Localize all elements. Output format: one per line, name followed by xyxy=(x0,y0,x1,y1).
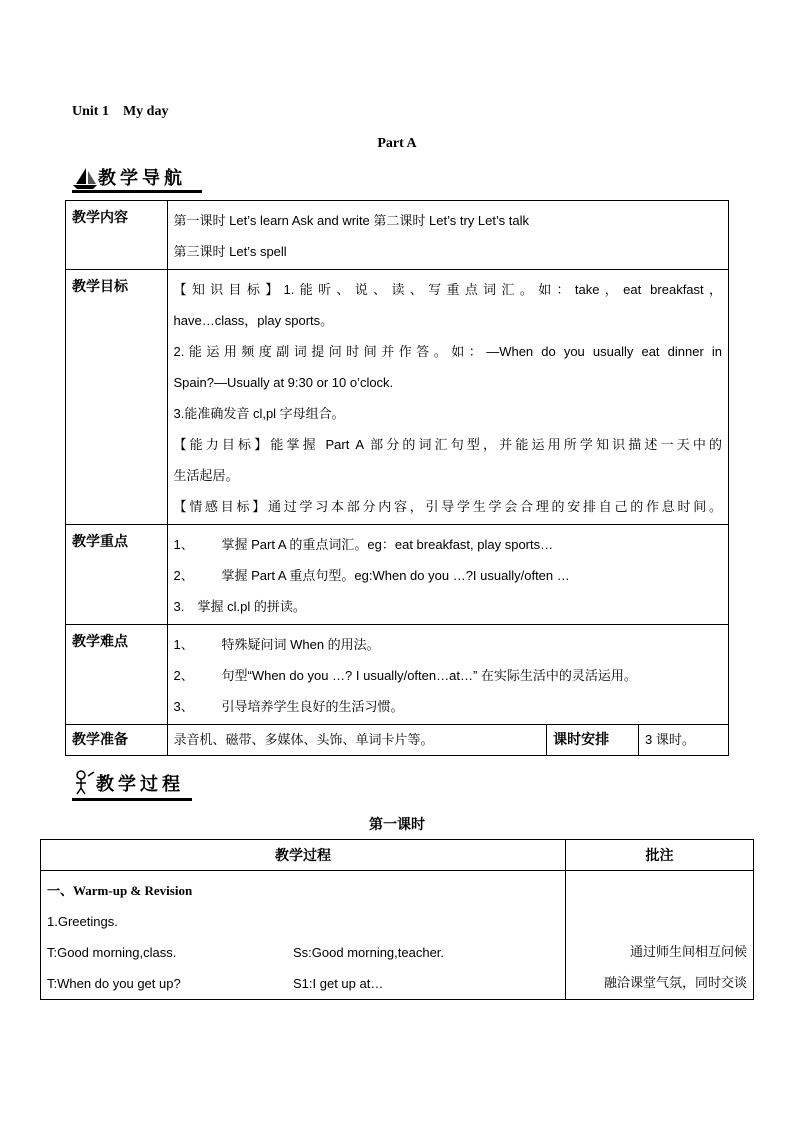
banner-underline xyxy=(72,798,192,801)
goal-line: 生活起居。 xyxy=(173,468,239,483)
content-line: 第三课时 Let’s spell xyxy=(173,244,287,259)
dialog-line: T:Good morning,class. Ss:Good morning,teacher. xyxy=(47,945,445,960)
process-header-row xyxy=(41,840,754,871)
label-goals: 教学目标 xyxy=(66,270,168,525)
difficulty-item: 3、 引导培养学生良好的生活习惯。 xyxy=(173,699,404,714)
header-process: 教学过程 xyxy=(41,840,566,871)
dialog-line: T:When do you get up? S1:I get up at… xyxy=(47,976,384,991)
goal-line: 【能力目标】能掌握 Part A 部分的词汇句型，并能运用所学知识描述一天中的 xyxy=(173,437,722,452)
key-point-item: 3. 掌握 cl.pl 的拼读。 xyxy=(173,599,306,614)
banner-title: 教学导航 xyxy=(98,168,186,189)
difficulty-item: 2、 句型“When do you …? I usually/often…at…” 在实际生活中的灵活运用。 xyxy=(173,668,637,683)
notes-cell xyxy=(566,871,754,1000)
row-difficulties xyxy=(66,625,729,725)
row-content xyxy=(66,201,729,270)
section-banner-process xyxy=(72,770,184,796)
navigation-table xyxy=(65,200,729,756)
header-notes: 批注 xyxy=(566,840,754,871)
label-preparation: 教学准备 xyxy=(66,725,168,756)
row-key-points xyxy=(66,525,729,625)
goal-line: 【知识目标】1.能听、说、读、写重点词汇。如：take，eat breakfast， xyxy=(173,282,722,297)
row-goals xyxy=(66,270,729,525)
goal-line: Spain?—Usually at 9:30 or 10 o’clock. xyxy=(173,375,394,390)
label-schedule: 课时安排 xyxy=(547,725,639,756)
preparation-text: 录音机、磁带、多媒体、头饰、单词卡片等。 xyxy=(167,725,547,756)
note-line: 融洽课堂气氛，同时交谈 xyxy=(603,976,747,991)
schedule-value: 3 课时。 xyxy=(639,725,729,756)
goal-line: 【情感目标】通过学习本部分内容，引导学生学会合理的安排自己的作息时间。 xyxy=(173,499,722,514)
lesson-title: 第一课时 xyxy=(369,817,425,833)
banner-underline xyxy=(72,190,202,193)
label-key-points: 教学重点 xyxy=(66,525,168,625)
process-body-row xyxy=(41,871,754,1000)
process-table xyxy=(40,839,754,1000)
key-point-item: 2、 掌握 Part A 重点句型。eg:When do you …?I usually/often … xyxy=(173,568,570,583)
row-preparation xyxy=(66,725,729,756)
label-content: 教学内容 xyxy=(66,201,168,270)
goal-line: have…class，play sports。 xyxy=(173,313,334,328)
writing-figure-icon xyxy=(72,770,96,796)
section-title: 一、Warm-up & Revision xyxy=(47,883,193,898)
process-item: 1.Greetings. xyxy=(47,914,118,929)
banner-title: 教学过程 xyxy=(96,774,184,795)
key-point-item: 1、 掌握 Part A 的重点词汇。eg：eat breakfast, play sports… xyxy=(173,537,554,552)
part-title: Part A xyxy=(377,136,417,151)
content-line: 第一课时 Let’s learn Ask and write 第二课时 Let’s try Let’s talk xyxy=(173,213,529,228)
label-difficulties: 教学难点 xyxy=(66,625,168,725)
goal-line: 3.能准确发音 cl,pl 字母组合。 xyxy=(173,406,345,421)
difficulty-item: 1、 特殊疑问词 When 的用法。 xyxy=(173,637,380,652)
sailboat-icon xyxy=(72,166,98,190)
unit-title: Unit 1 My day xyxy=(72,104,169,119)
goal-line: 2.能运用频度副词提问时间并作答。如：—When do you usually eat dinner in xyxy=(173,344,722,359)
note-line: 通过师生间相互问候 xyxy=(629,945,747,960)
section-banner-navigation xyxy=(72,164,186,190)
